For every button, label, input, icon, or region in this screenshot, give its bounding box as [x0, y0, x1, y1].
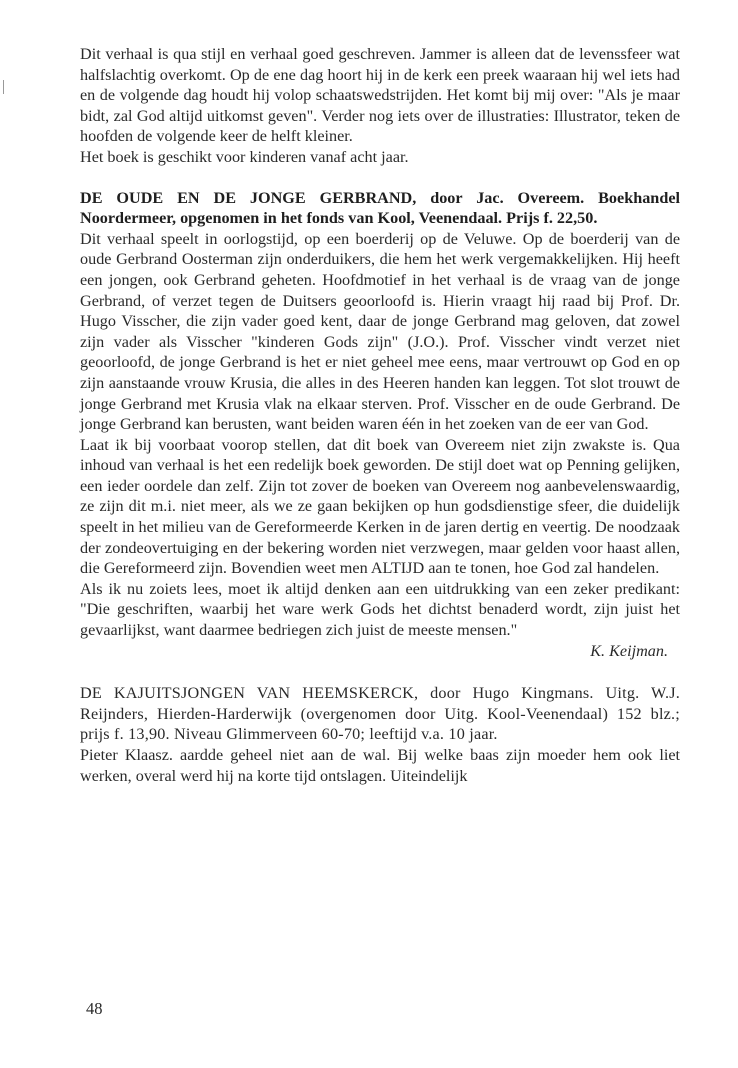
page-number: 48	[86, 999, 103, 1018]
review3-paragraph-1: Pieter Klaasz. aardde geheel niet aan de wal. Bij welke baas zijn moeder hem ook liet werken, overal werd hij na korte tijd ontslagen. Uiteindelijk	[80, 746, 680, 785]
review2-paragraph-3: Als ik nu zoiets lees, moet ik altijd denken aan een uitdrukking van een zeker predikant: "Die geschriften, waarbij het ware werk Gods het dichtst benaderd wordt, zijn juist het gevaarlijkst, want daarmee bedriegen zich juist de meeste mensen."	[80, 579, 680, 640]
review2-paragraph-1: Dit verhaal speelt in oorlogstijd, op een boerderij op de Veluwe. Op de boerderij van de oude Gerbrand Oosterman zijn onderduikers, die hem het werk vergemakkelijken. Hij heeft een jongen, ook Gerbrand geheten. Hoofdmotief in het verhaal is de vraag van de jonge Gerbrand, of verzet tegen de Duitsers geoorloofd is. Hierin vraagt hij raad bij Prof. Dr. Hugo Visscher, die zijn vader goed kent, daar de jonge Gerbrand mag geloven, dat zowel zijn vader als Visscher "kinderen Gods zijn" (J.O.). Prof. Visscher vindt verzet niet geoorloofd, de jonge Gerbrand is het er niet geheel mee eens, maar vertrouwt op God en op zijn aanstaande vrouw Krusia, die alles in des Heeren handen kan leggen. Tot slot trouwt de jonge Gerbrand met Krusia vlak na elkaar sterven. Prof. Visscher en de oude Gerbrand. De jonge Gerbrand kan berusten, want beiden waren één in het zoeken van de eer van God.	[80, 229, 680, 434]
review2-heading: DE OUDE EN DE JONGE GERBRAND, door Jac. Overeem. Boekhandel Noordermeer, opgenomen in het fonds van Kool, Veenendaal. Prijs f. 22,50.	[80, 188, 680, 228]
review-section-3	[80, 683, 680, 786]
review1-paragraph-1: Dit verhaal is qua stijl en verhaal goed geschreven. Jammer is alleen dat de levenssfeer wat halfslachtig overkomt. Op de ene dag hoort hij in de kerk een preek waaraan hij wel iets had en de volgende dag houdt hij volop schaatswedstrijden. Het komt bij mij over: "Als je maar bidt, zal God altijd uitkomst geven". Verder nog iets over de illustraties: Illustrator, teken de hoofden de volgende keer de helft kleiner.	[80, 45, 680, 146]
review3-heading: DE KAJUITSJONGEN VAN HEEMSKERCK, door Hugo Kingmans. Uitg. W.J. Reijnders, Hierden-Harderwijk (overgenomen door Uitg. Kool-Veenendaal) 152 blz.; prijs f. 13,90. Niveau Glimmerveen 60-70; leeftijd v.a. 10 jaar.	[80, 684, 680, 744]
document-page	[80, 44, 680, 786]
section-spacer	[80, 661, 680, 683]
review-section-2	[80, 188, 680, 662]
review1-paragraph-2: Het boek is geschikt voor kinderen vanaf acht jaar.	[80, 147, 409, 166]
scan-edge-mark	[3, 80, 4, 94]
review2-signature: K. Keijman.	[590, 641, 668, 660]
review-section-1	[80, 44, 680, 168]
review2-paragraph-2: Laat ik bij voorbaat voorop stellen, dat dit boek van Overeem niet zijn zwakste is. Qua inhoud van verhaal is het een redelijk boek geworden. De stijl doet wat op Penning gelijken, een ieder oordele dan zelf. Zijn tot zover de boeken van Overeem nog aanbevelenswaardig, ze zijn dit m.i. niet meer, als we ze gaan bekijken op hun godsdienstige sfeer, die duidelijk speelt in het milieu van de Gereformeerde Kerken in de jaren dertig en veertig. De noodzaak der zondeovertuiging en der bekering worden niet verzwegen, maar gelden voor haast allen, die Gereformeerd zijn. Bovendien weet men ALTIJD aan te tonen, hoe God zal handelen.	[80, 435, 680, 578]
section-spacer	[80, 168, 680, 188]
